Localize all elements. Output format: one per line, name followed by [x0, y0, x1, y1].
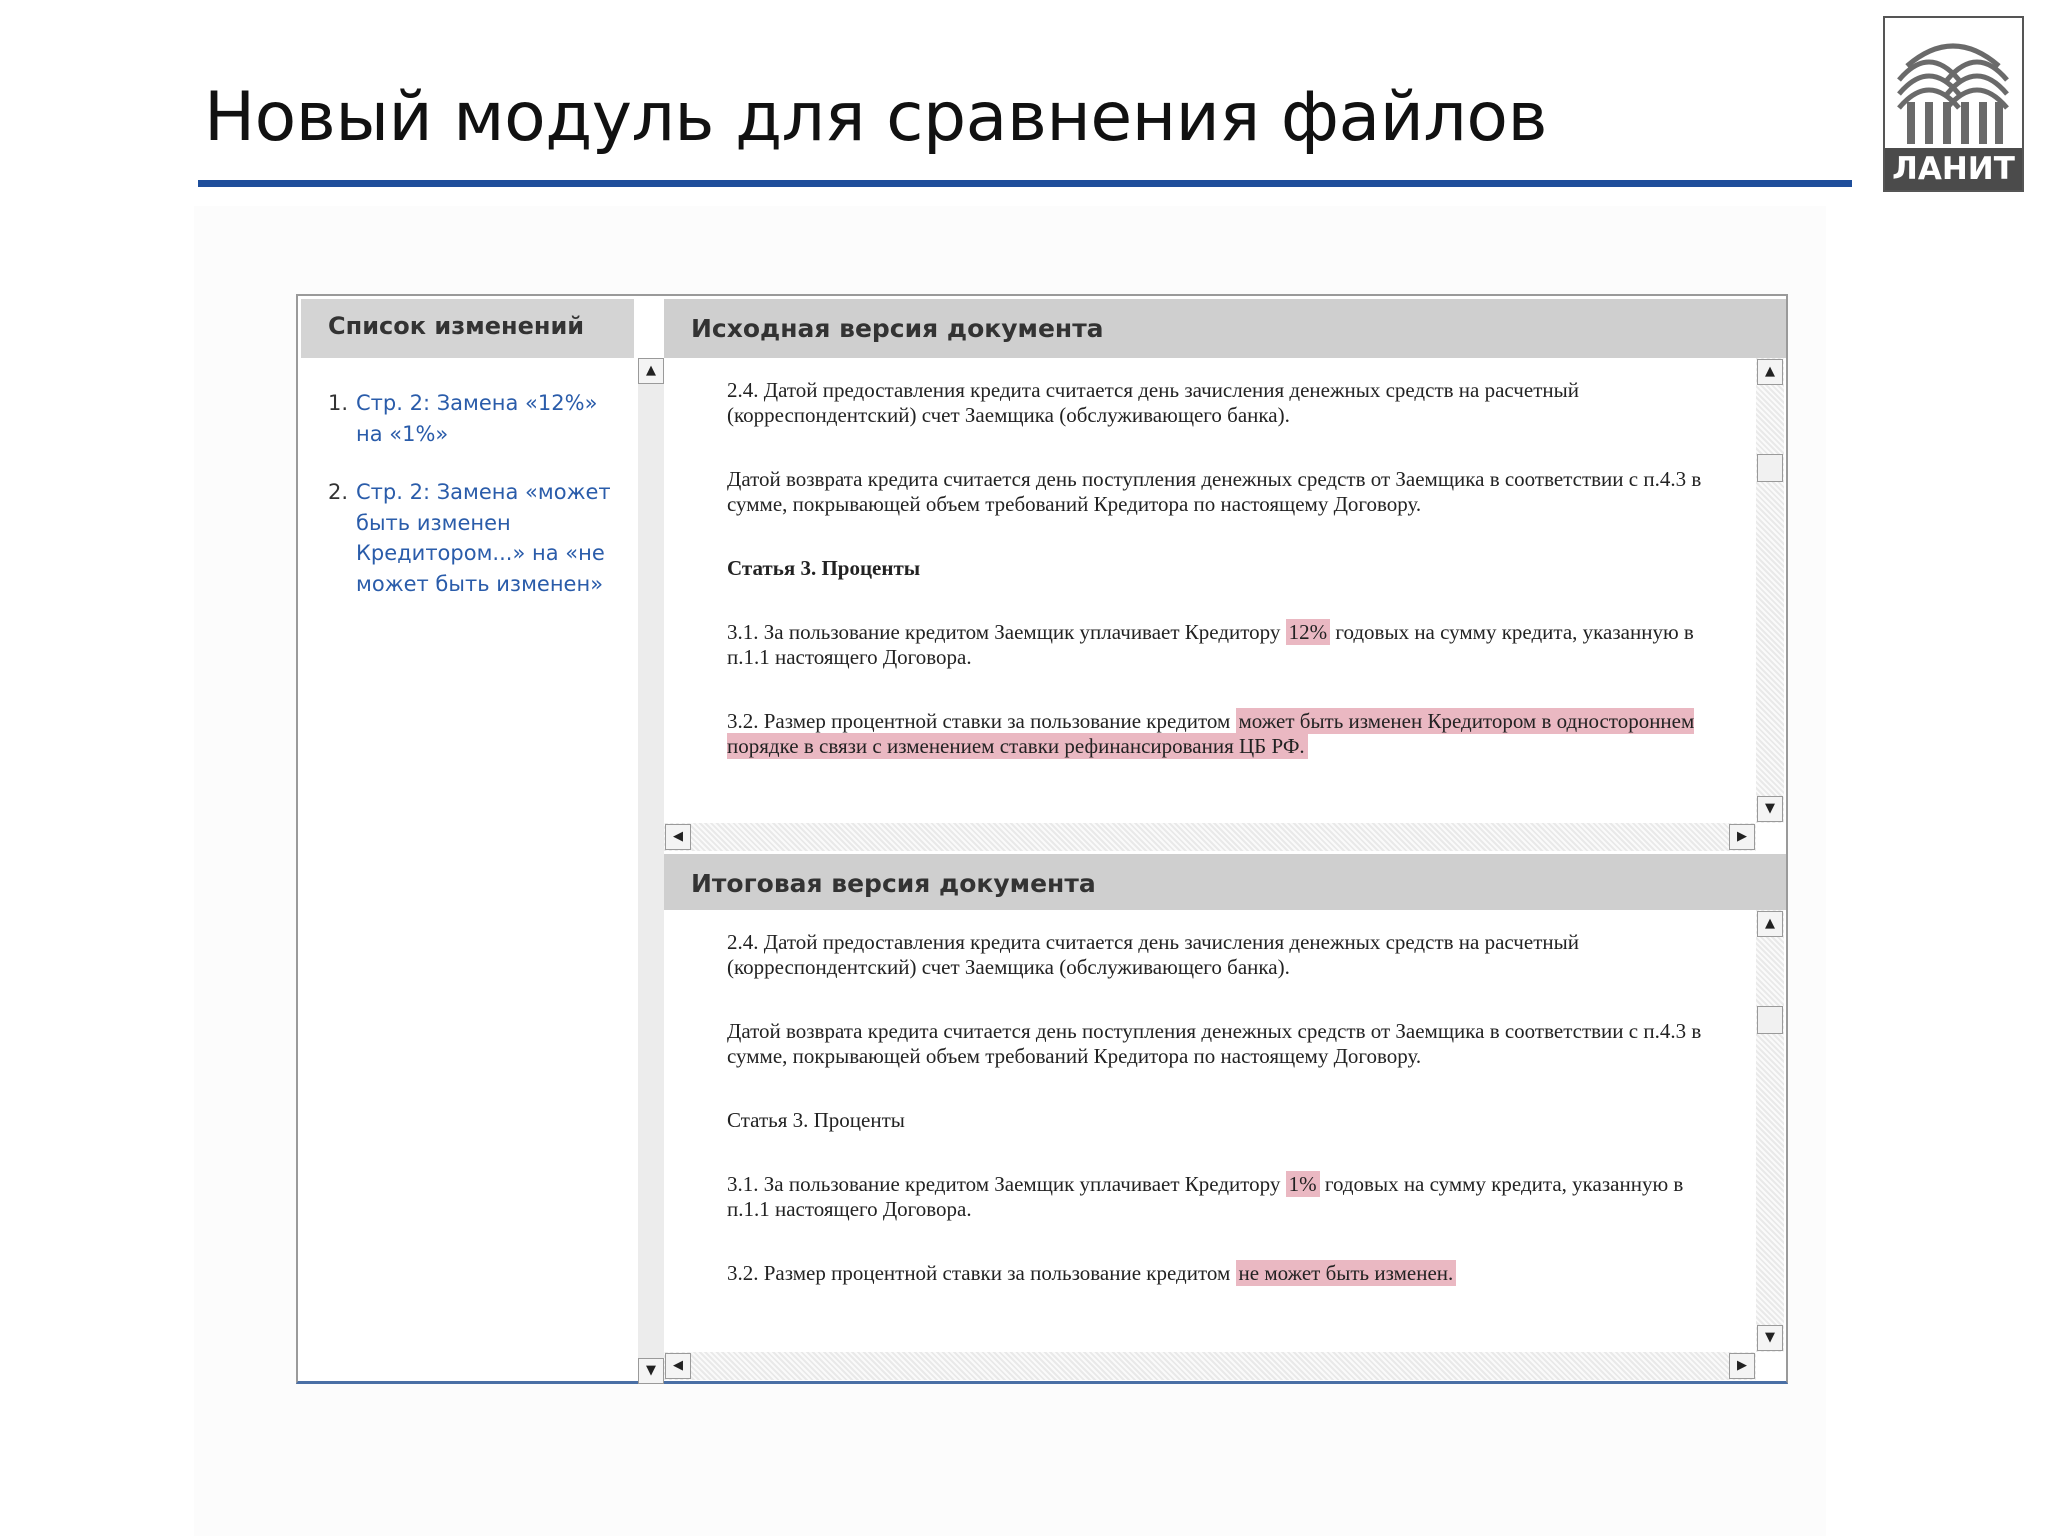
panel-splitter[interactable] — [638, 358, 664, 1384]
logo-arches-icon — [1889, 22, 2018, 146]
text-segment: 3.2. Размер процентной ставки за пользование кредитом — [727, 1261, 1236, 1285]
changed-text-highlight: не может быть изменен. — [1236, 1260, 1457, 1286]
changed-text-highlight: 1% — [1286, 1171, 1320, 1197]
original-version-header: Исходная версия документа — [664, 299, 1786, 358]
vertical-scrollbar[interactable] — [1756, 910, 1784, 1352]
paragraph — [727, 709, 1717, 759]
scrollbar-thumb[interactable] — [1757, 454, 1783, 482]
changed-text-highlight: 12% — [1286, 619, 1331, 645]
paragraph: Датой возврата кредита считается день поступления денежных средств от Заемщика в соответствии с п.4.3 в сумме, покрывающей объем требований Кредитора по настоящему Договору. — [727, 467, 1702, 516]
final-document-view[interactable] — [664, 910, 1756, 1352]
original-document-text — [727, 378, 1717, 798]
paragraph — [727, 620, 1717, 670]
text-segment: 3.1. За пользование кредитом Заемщик уплачивает Кредитору — [727, 1172, 1286, 1196]
scroll-down-arrow-icon[interactable]: ▼ — [1757, 796, 1783, 822]
slide-title: Новый модуль для сравнения файлов — [204, 78, 1548, 157]
scroll-left-arrow-icon[interactable]: ◀ — [665, 824, 691, 850]
scroll-down-arrow-icon[interactable]: ▼ — [1757, 1325, 1783, 1351]
scroll-up-arrow-icon[interactable]: ▲ — [1757, 911, 1783, 937]
paragraph — [727, 1261, 1717, 1286]
scroll-right-arrow-icon[interactable]: ▶ — [1729, 1353, 1755, 1379]
horizontal-scrollbar[interactable] — [664, 823, 1756, 851]
section-heading: Статья 3. Проценты — [727, 1108, 905, 1132]
final-version-header: Итоговая версия документа — [664, 854, 1786, 910]
change-item-2[interactable] — [328, 477, 628, 599]
scroll-right-arrow-icon[interactable]: ▶ — [1729, 824, 1755, 850]
paragraph: 2.4. Датой предоставления кредита считается день зачисления денежных средств на расчетный (корреспондентский) счет Заемщика (обслуживающего банка). — [727, 930, 1579, 979]
scroll-up-arrow-icon[interactable]: ▲ — [1757, 359, 1783, 385]
scroll-down-arrow-icon[interactable]: ▼ — [638, 1358, 664, 1384]
text-segment: 3.2. Размер процентной ставки за пользование кредитом — [727, 709, 1236, 733]
original-version-pane — [664, 299, 1786, 853]
logo-text: ЛАНИТ — [1885, 148, 2022, 190]
file-compare-window — [296, 294, 1788, 1384]
final-document-text — [727, 930, 1717, 1325]
scroll-left-arrow-icon[interactable]: ◀ — [665, 1353, 691, 1379]
title-underline — [198, 180, 1852, 187]
section-heading: Статья 3. Проценты — [727, 556, 921, 580]
change-number: 1. — [328, 391, 349, 415]
original-document-view[interactable] — [664, 358, 1756, 823]
change-link[interactable]: Стр. 2: Замена «12%» на «1%» — [356, 391, 598, 446]
final-version-pane — [664, 854, 1786, 1382]
change-number: 2. — [328, 480, 349, 504]
changes-list — [328, 388, 628, 627]
text-segment: годовых на сумму кредита, указанную в п.1.1 настоящего Договора. — [727, 620, 1694, 669]
scroll-up-arrow-icon[interactable]: ▲ — [638, 358, 664, 384]
horizontal-scrollbar[interactable] — [664, 1352, 1756, 1380]
text-segment: 3.1. За пользование кредитом Заемщик уплачивает Кредитору — [727, 620, 1286, 644]
paragraph — [727, 1172, 1717, 1222]
text-segment: годовых на сумму кредита, указанную в п.1.1 настоящего Договора. — [727, 1172, 1684, 1221]
paragraph: Датой возврата кредита считается день поступления денежных средств от Заемщика в соответствии с п.4.3 в сумме, покрывающей объем требований Кредитора по настоящему Договору. — [727, 1019, 1702, 1068]
change-link[interactable]: Стр. 2: Замена «может быть изменен Кредитором...» на «не может быть изменен» — [356, 480, 611, 596]
company-logo — [1883, 16, 2024, 192]
paragraph: 2.4. Датой предоставления кредита считается день зачисления денежных средств на расчетный (корреспондентский) счет Заемщика (обслуживающего банка). — [727, 378, 1579, 427]
changes-header: Список изменений — [301, 299, 634, 358]
changes-panel — [298, 296, 638, 1381]
scrollbar-thumb[interactable] — [1757, 1006, 1783, 1034]
changed-text-highlight: может быть изменен Кредитором в одностороннем порядке в связи с изменением ставки рефинансирования ЦБ РФ. — [727, 709, 1695, 758]
change-item-1[interactable] — [328, 388, 628, 449]
vertical-scrollbar[interactable] — [1756, 358, 1784, 823]
